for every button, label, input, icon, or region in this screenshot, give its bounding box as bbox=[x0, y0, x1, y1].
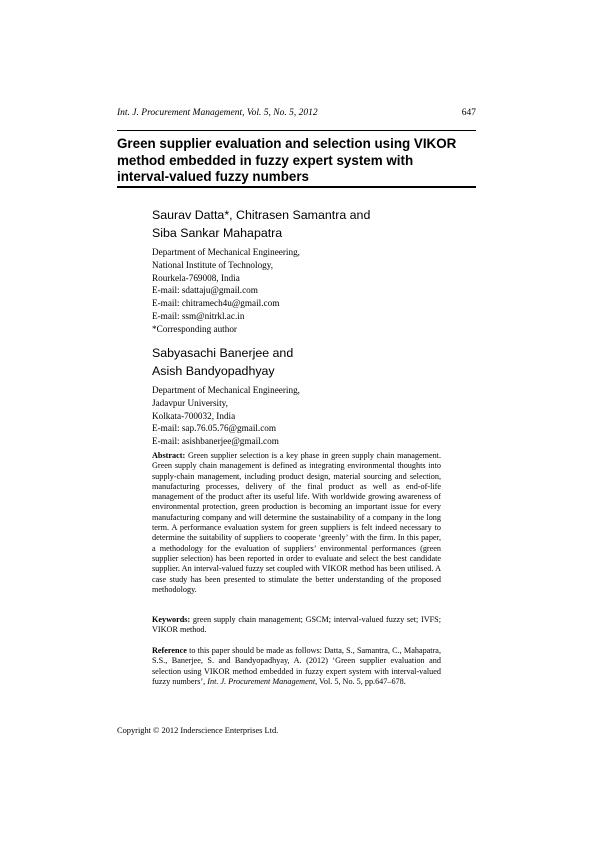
affiliation-line: Department of Mechanical Engineering, bbox=[152, 247, 300, 257]
email-line: E-mail: chitramech4u@gmail.com bbox=[152, 298, 280, 309]
title-line: interval-valued fuzzy numbers bbox=[117, 169, 309, 184]
abstract-text: Green supplier selection is a key phase in green supply chain management. Green supply chain management is defined as integrating environmental thoughts into supply-chain management, including product design, material sourcing and selection, manufacturing processes, delivery of the final product as well as end-of-life management of the product after its useful life. With worldwide growing awareness of environmental protection, green production is becoming an important issue for every manufacturing company and will determine the sustainability of a company in the long term. A performance evaluation system for green suppliers is felt indeed necessary to determine the suitability of suppliers to cooperate ‘greenly’ with the firm. In this paper, a methodology for the evaluation of suppliers’ environmental performances (green supplier selection) has been reported in order to evaluate and select the best candidate supplier. An interval-valued fuzzy set coupled with VIKOR method has been utilised. A case study has been presented to stimulate the better understanding of the proposed methodology. bbox=[152, 451, 442, 594]
affiliation-line: Jadavpur University, bbox=[152, 397, 228, 408]
author-names-group-2 bbox=[152, 345, 452, 380]
keywords bbox=[152, 615, 441, 636]
page-number: 647 bbox=[461, 108, 476, 118]
author-line: Asish Bandyopadhyay bbox=[152, 363, 275, 378]
keywords-text: green supply chain management; GSCM; interval-valued fuzzy set; IVFS; VIKOR method. bbox=[152, 615, 441, 635]
header-rule bbox=[117, 130, 476, 131]
abstract bbox=[152, 451, 441, 595]
reference-volume: , Vol. 5, No. 5, pp.647–678. bbox=[315, 676, 406, 686]
affiliation-line: Department of Mechanical Engineering, bbox=[152, 385, 300, 395]
author-line: Siba Sankar Mahapatra bbox=[152, 225, 283, 240]
reference-journal: Int. J. Procurement Management bbox=[207, 676, 316, 686]
author-names-group-1 bbox=[152, 207, 452, 242]
email-line: E-mail: ssm@nitrkl.ac.in bbox=[152, 310, 245, 321]
author-line: Sabyasachi Banerjee and bbox=[152, 346, 294, 360]
paper-title bbox=[117, 136, 482, 186]
reference bbox=[152, 646, 441, 687]
title-line: Green supplier evaluation and selection using VIKOR bbox=[117, 136, 457, 151]
journal-citation: Int. J. Procurement Management, Vol. 5, No. 5, 2012 bbox=[117, 108, 318, 118]
reference-label: Reference bbox=[152, 646, 187, 655]
affiliation-group-1 bbox=[152, 246, 452, 336]
affiliation-line: Kolkata-700032, India bbox=[152, 410, 236, 421]
running-header bbox=[117, 107, 476, 119]
affiliation-group-2 bbox=[152, 384, 452, 448]
keywords-label: Keywords: bbox=[152, 615, 191, 624]
email-line: E-mail: sdattaju@gmail.com bbox=[152, 285, 258, 296]
corresponding-author-note: *Corresponding author bbox=[152, 323, 237, 334]
reference-text: to this paper should be made as follows: Datta, S., Samantra, C., Mahapatra, S.S., Banerjee, S. and Bandyopadhyay, A. (2012) ‘Green supplier evaluation and selection using VIKOR method embedded in fuzzy expert system with interval-valued fuzzy numbers’, bbox=[152, 646, 441, 686]
email-line: E-mail: sap.76.05.76@gmail.com bbox=[152, 423, 277, 434]
abstract-label: Abstract: bbox=[152, 451, 186, 460]
email-line: E-mail: asishbanerjee@gmail.com bbox=[152, 436, 279, 447]
title-rule bbox=[117, 186, 476, 188]
title-line: method embedded in fuzzy expert system with bbox=[117, 152, 414, 168]
affiliation-line: National Institute of Technology, bbox=[152, 259, 274, 270]
copyright-notice: Copyright © 2012 Inderscience Enterprises Ltd. bbox=[117, 726, 279, 735]
author-line: Saurav Datta*, Chitrasen Samantra and bbox=[152, 208, 371, 222]
affiliation-line: Rourkela-769008, India bbox=[152, 272, 240, 283]
